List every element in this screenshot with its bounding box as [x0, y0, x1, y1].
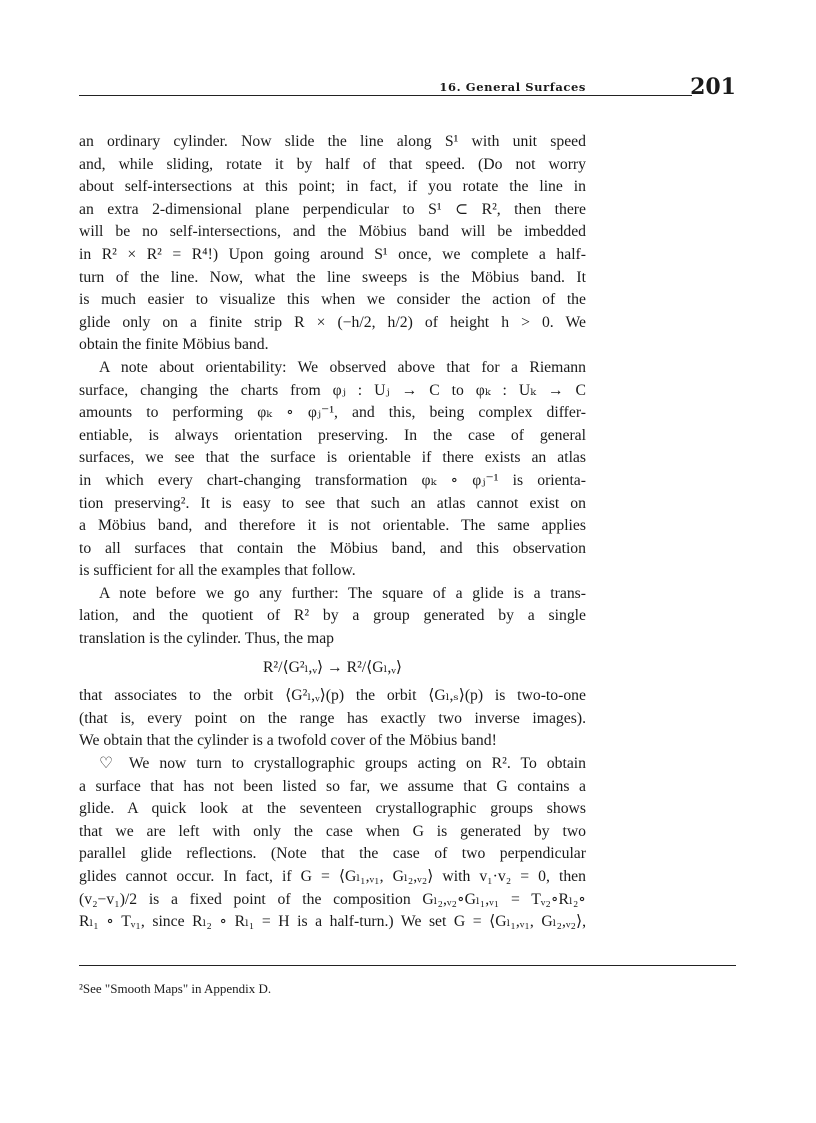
text-line: (that is, every point on the range has exactly two inverse images).	[79, 709, 586, 727]
text-line: a surface that has not been listed so far, we assume that G contains a	[79, 777, 586, 795]
text-line: (v₂−v₁)/2 is a fixed point of the composition Gₗ₂,ᵥ₂∘Gₗ₁,ᵥ₁ = Tᵥ₂∘Rₗ₂∘	[79, 890, 586, 908]
running-header	[79, 74, 736, 100]
text-line: A note about orientability: We observed above that for a Riemann	[99, 358, 586, 376]
text-line: in R² × R² = R⁴!) Upon going around S¹ once, we complete a half-	[79, 245, 586, 263]
text-line: ♡ We now turn to crystallographic groups acting on R². To obtain	[99, 755, 586, 773]
text-line: glide only on a finite strip R × (−h/2, h/2) of height h > 0. We	[79, 313, 586, 331]
body-text	[79, 131, 586, 934]
text-line: amounts to performing φₖ ∘ φⱼ⁻¹, and this, being complex differ-	[79, 404, 586, 422]
text-line: obtain the finite Möbius band.	[79, 336, 269, 354]
text-line: and, while sliding, rotate it by half of that speed. (Do not worry	[79, 155, 586, 173]
text-line: surfaces, we see that the surface is orientable if there exists an atlas	[79, 449, 586, 467]
text-line: a Möbius band, and therefore it is not orientable. The same applies	[79, 517, 586, 535]
text-line: glide. A quick look at the seventeen crystallographic groups shows	[79, 800, 586, 818]
footnote-rule	[79, 965, 736, 966]
text-line: in which every chart-changing transformation φₖ ∘ φⱼ⁻¹ is orienta-	[79, 471, 586, 489]
paragraph-1	[79, 131, 586, 357]
text-line: tion preserving². It is easy to see that such an atlas cannot exist on	[79, 494, 586, 512]
display-equation: R²/⟨G²ₗ,ᵥ⟩ → R²/⟨Gₗ,ᵥ⟩	[262, 658, 403, 676]
page-number: 201	[690, 74, 736, 100]
text-line: an extra 2-dimensional plane perpendicular to S¹ ⊂ R², then there	[79, 200, 586, 218]
paragraph-3	[79, 583, 586, 753]
text-line: We obtain that the cylinder is a twofold cover of the Möbius band!	[79, 732, 497, 750]
header-rule	[79, 95, 692, 96]
text-line: about self-intersections at this point; in fact, if you rotate the line in	[79, 178, 586, 196]
text-line: that associates to the orbit ⟨G²ₗ,ᵥ⟩(p) the orbit ⟨Gₗ,ₛ⟩(p) is two-to-one	[79, 687, 586, 705]
text-line: parallel glide reflections. (Note that the case of two perpendicular	[79, 845, 586, 863]
text-line: translation is the cylinder. Thus, the map	[79, 630, 335, 648]
text-line: is sufficient for all the examples that follow.	[79, 562, 356, 580]
text-line: glides cannot occur. In fact, if G = ⟨Gₗ₁,ᵥ₁, Gₗ₂,ᵥ₂⟩ with v₁·v₂ = 0, then	[79, 868, 586, 885]
text-line: to all surfaces that contain the Möbius band, and this observation	[79, 539, 586, 557]
text-line: will be no self-intersections, and the Möbius band will be imbedded	[79, 223, 586, 241]
text-line: surface, changing the charts from φⱼ : Uⱼ → C to φₖ : Uₖ → C	[79, 381, 586, 399]
text-line: entiable, is always orientation preserving. In the case of general	[79, 426, 586, 444]
paragraph-2	[79, 357, 586, 583]
text-line: an ordinary cylinder. Now slide the line along S¹ with unit speed	[79, 133, 586, 150]
text-line: Rₗ₁ ∘ Tᵥ₁, since Rₗ₂ ∘ Rₗ₁ = H is a half-turn.) We set G = ⟨Gₗ₁,ᵥ₁, Gₗ₂,ᵥ₂⟩,	[79, 913, 586, 931]
footnote: ²See "Smooth Maps" in Appendix D.	[79, 981, 272, 996]
text-line: A note before we go any further: The square of a glide is a trans-	[99, 584, 586, 602]
text-line: lation, and the quotient of R² by a group generated by a single	[79, 607, 586, 625]
text-line: is much easier to visualize this when we consider the action of the	[79, 291, 586, 309]
text-line: that we are left with only the case when G is generated by two	[79, 822, 586, 840]
paragraph-4	[79, 753, 586, 934]
section-title: 16. General Surfaces	[439, 80, 586, 94]
text-line: turn of the line. Now, what the line sweeps is the Möbius band. It	[79, 268, 586, 286]
